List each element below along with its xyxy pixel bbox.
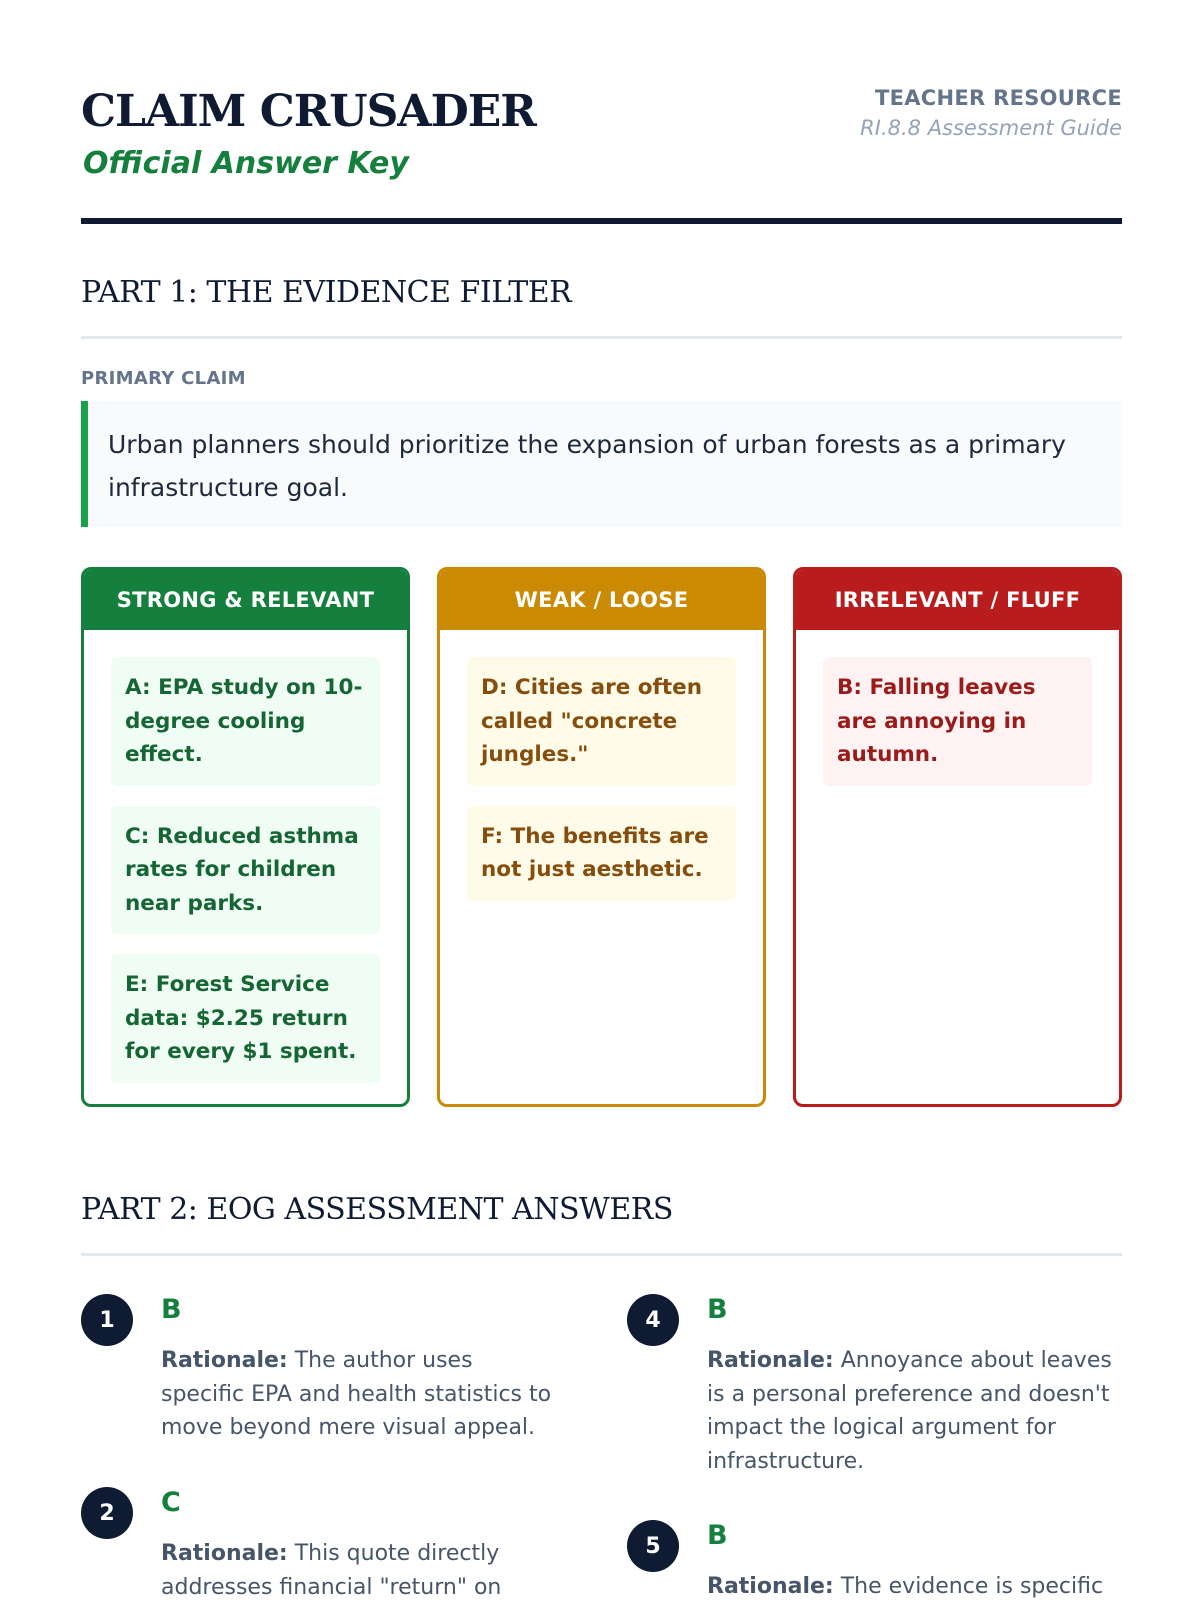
answer-rationale: [707, 1344, 1127, 1478]
part2-divider: [81, 1253, 1122, 1256]
primary-claim-label: PRIMARY CLAIM: [81, 368, 246, 389]
page-header: [81, 86, 1122, 226]
primary-claim-box: [81, 401, 1122, 527]
rationale-label: Rationale:: [161, 1348, 288, 1373]
evidence-card: F: The benefits are not just aesthetic.: [467, 806, 736, 901]
weak-loose-column: [437, 567, 766, 1107]
evidence-card: D: Cities are often called "concrete jungles.": [467, 657, 736, 786]
page-title: CLAIM CRUSADER: [81, 86, 536, 137]
column-heading: WEAK / LOOSE: [440, 570, 763, 630]
answer-rationale: [161, 1344, 561, 1445]
strong-relevant-column: [81, 567, 410, 1107]
evidence-card: A: EPA study on 10-degree cooling effect.: [111, 657, 380, 786]
answer-letter: B: [707, 1294, 728, 1325]
question-number-badge: 2: [81, 1487, 133, 1539]
standard-guide-label: RI.8.8 Assessment Guide: [860, 116, 1122, 140]
irrelevant-fluff-column: [793, 567, 1122, 1107]
rationale-text: The evidence is specific: [840, 1574, 1104, 1599]
rationale-text: Annoyance about leaves is a personal preference and doesn't impact the logical argument for infrastructure.: [707, 1348, 1112, 1474]
column-heading: STRONG & RELEVANT: [84, 570, 407, 630]
part2-heading: PART 2: EOG ASSESSMENT ANSWERS: [81, 1192, 673, 1227]
rationale-label: Rationale:: [707, 1574, 834, 1599]
answer-letter: C: [161, 1487, 181, 1518]
answer-key-page: [81, 0, 1122, 1600]
evidence-card: E: Forest Service data: $2.25 return for every $1 spent.: [111, 954, 380, 1083]
question-number-badge: 5: [627, 1520, 679, 1572]
resource-label: TEACHER RESOURCE: [874, 86, 1122, 110]
rationale-text: This quote directly addresses financial "return" on: [161, 1541, 502, 1600]
evidence-card: B: Falling leaves are annoying in autumn.: [823, 657, 1092, 786]
question-number-badge: 4: [627, 1294, 679, 1346]
column-heading: IRRELEVANT / FLUFF: [796, 570, 1119, 630]
primary-claim-text: Urban planners should prioritize the expansion of urban forests as a primary infrastructure goal.: [108, 430, 1066, 502]
rationale-label: Rationale:: [161, 1541, 288, 1566]
rationale-text: The author uses specific EPA and health statistics to move beyond mere visual appeal.: [161, 1348, 552, 1440]
resource-info: [860, 86, 1122, 140]
answer-letter: B: [707, 1520, 728, 1551]
answer-rationale: [707, 1570, 1127, 1600]
page-subtitle: Official Answer Key: [83, 146, 409, 181]
rationale-label: Rationale:: [707, 1348, 834, 1373]
question-number-badge: 1: [81, 1294, 133, 1346]
header-divider: [81, 218, 1122, 224]
part1-heading: PART 1: THE EVIDENCE FILTER: [81, 275, 572, 310]
answer-rationale: [161, 1537, 561, 1600]
part1-divider: [81, 336, 1122, 339]
answer-letter: B: [161, 1294, 182, 1325]
evidence-card: C: Reduced asthma rates for children near parks.: [111, 806, 380, 935]
